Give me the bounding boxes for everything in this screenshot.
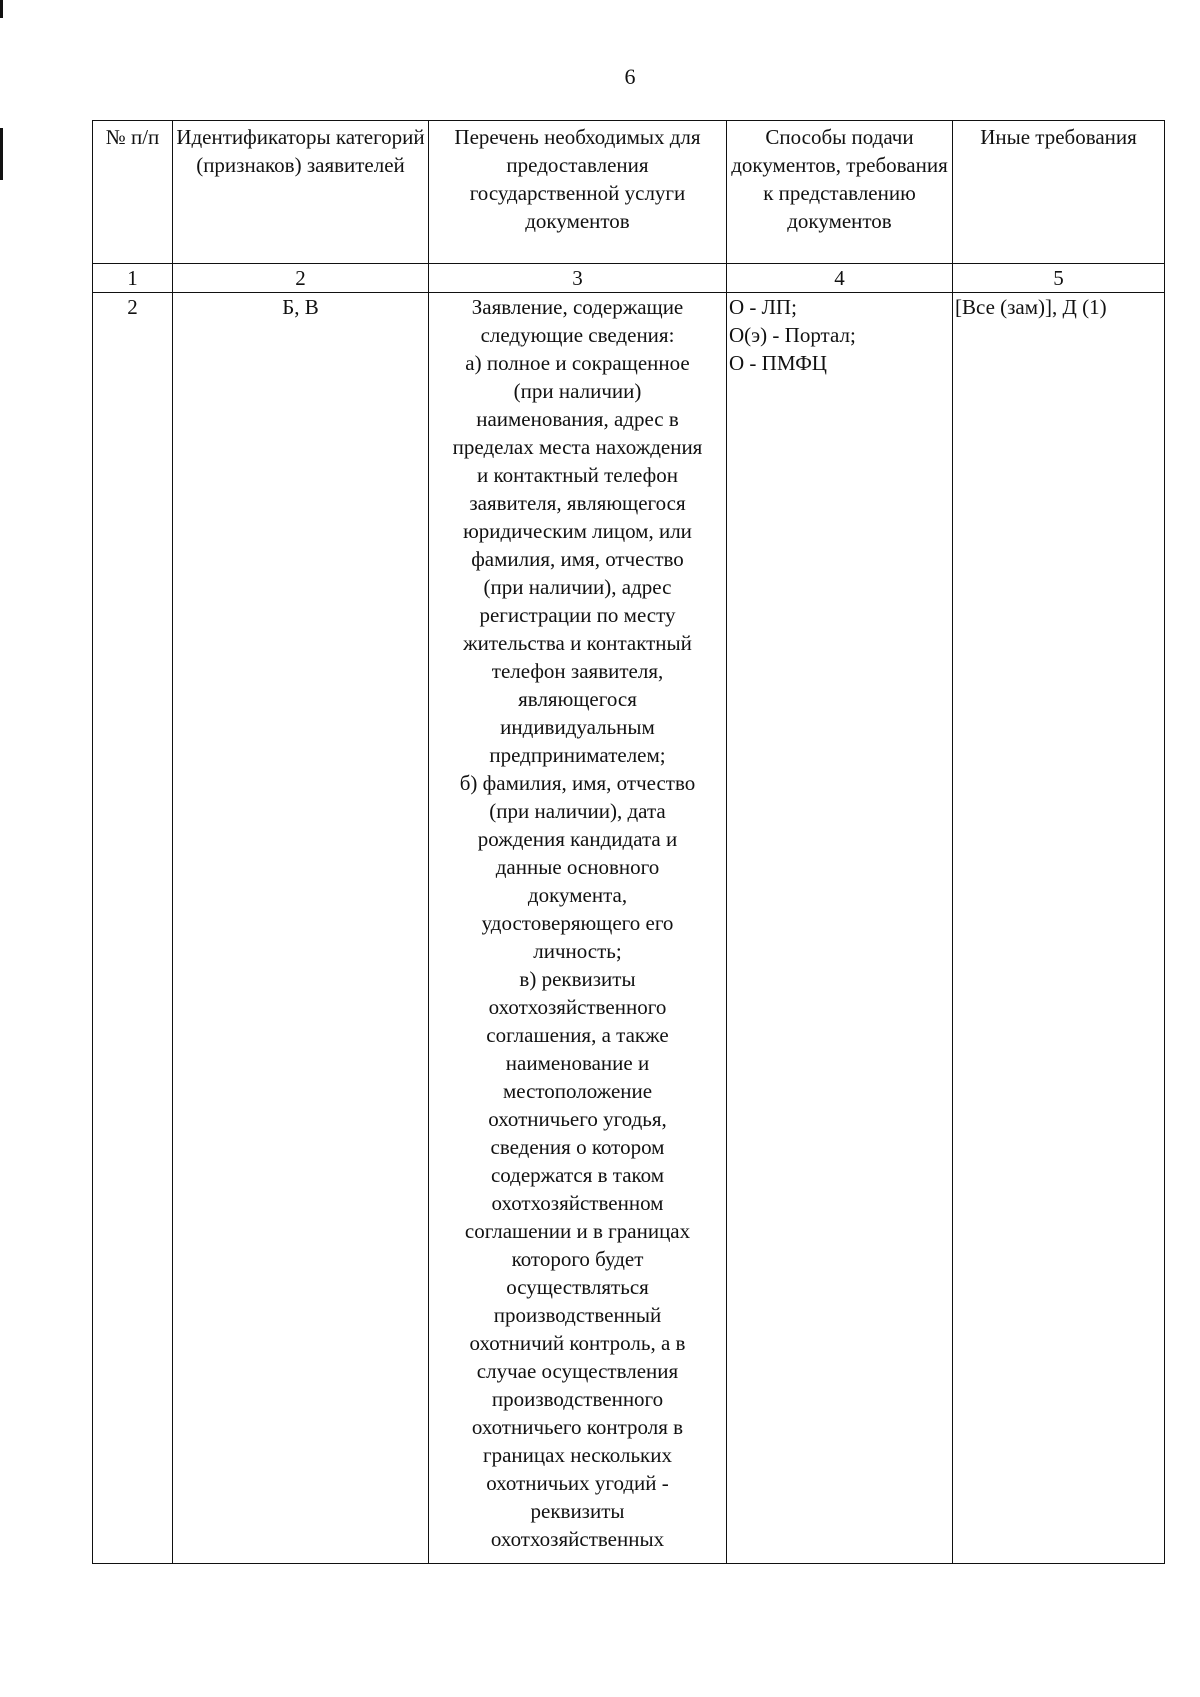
document-text-line: охотхозяйственном — [491, 1191, 664, 1215]
column-number: 1 — [93, 264, 173, 293]
document-text-line: производственного — [491, 1387, 664, 1411]
document-text-line: охотничьих угодий - — [486, 1471, 669, 1495]
document-text-line: соглашения, а также — [486, 1023, 669, 1047]
column-number: 4 — [727, 264, 953, 293]
document-text-line: регистрации по месту — [479, 603, 676, 627]
scan-edge-mark-top — [0, 0, 3, 18]
document-text-line: случае осуществления — [476, 1359, 679, 1383]
document-text-line: (при наличии), адрес — [483, 575, 672, 599]
row-number: 2 — [93, 293, 173, 1564]
document-text-line: которого будет — [511, 1247, 644, 1271]
document-text-line: охотхозяйственного — [488, 995, 667, 1019]
applicant-identifiers: Б, В — [173, 293, 429, 1564]
document-text-line: местоположение — [502, 1079, 653, 1103]
document-text-line: данные основного — [495, 855, 660, 879]
other-requirements: [Все (зам)], Д (1) — [953, 293, 1165, 1564]
document-text-line: следующие сведения: — [480, 323, 675, 347]
scan-edge-mark-middle — [0, 128, 3, 180]
document-text-line: реквизиты — [530, 1499, 625, 1523]
table-row — [93, 293, 1165, 1564]
document-text-line: охотничий контроль, а в — [469, 1331, 686, 1355]
document-text-line: юридическим лицом, или — [463, 519, 692, 543]
document-text-line: границах нескольких — [483, 1443, 672, 1467]
submission-method: О - ЛП; — [729, 295, 797, 319]
header-applicant-identifiers: Идентификаторы категорий (признаков) заявителей — [173, 121, 429, 264]
document-text-line: индивидуальным — [500, 715, 655, 739]
document-text-line: телефон заявителя, — [491, 659, 664, 683]
submission-methods — [727, 293, 953, 1564]
document-text-line: пределах места нахождения — [452, 435, 703, 459]
document-text-line: удостоверяющего его — [481, 911, 674, 935]
document-text-line: а) полное и сокращенное — [465, 351, 690, 375]
document-text-line: фамилия, имя, отчество — [471, 547, 684, 571]
submission-method: О(э) - Портал; — [729, 323, 856, 347]
document-text-line: осуществляться — [506, 1275, 649, 1299]
column-number: 5 — [953, 264, 1165, 293]
document-text-line: б) фамилия, имя, отчество — [459, 771, 696, 795]
document-text-line: наименования, адрес в — [476, 407, 679, 431]
table-header-row — [93, 121, 1165, 264]
document-text-line: Заявление, содержащие — [471, 295, 684, 319]
document-text-line: личность; — [533, 939, 622, 963]
document-text-line: содержатся в таком — [490, 1163, 665, 1187]
document-text-line: соглашении и в границах — [464, 1219, 691, 1243]
document-text-line: охотничьего контроля в — [471, 1415, 684, 1439]
header-submission-methods: Способы подачи документов, требования к представлению документов — [727, 121, 953, 264]
document-text-line: предпринимателем; — [489, 743, 666, 767]
column-number: 2 — [173, 264, 429, 293]
document-text-line: (при наличии) — [513, 379, 642, 403]
document-text-line: охотничьего угодья, — [488, 1107, 667, 1131]
submission-method: О - ПМФЦ — [729, 351, 827, 375]
document-text-line: в) реквизиты — [519, 967, 636, 991]
document-text-line: охотхозяйственных — [490, 1527, 665, 1551]
document-text-line: и контактный телефон — [477, 463, 678, 487]
column-number-row — [93, 264, 1165, 293]
document-text-line: жительства и контактный — [463, 631, 692, 655]
page-number: 6 — [624, 64, 636, 89]
document-text-line: рождения кандидата и — [477, 827, 678, 851]
document-text-line: (при наличии), дата — [489, 799, 666, 823]
document-text-line: производственный — [493, 1303, 662, 1327]
header-other-requirements: Иные требования — [953, 121, 1165, 264]
document-text-line: заявителя, являющегося — [469, 491, 686, 515]
header-required-documents: Перечень необходимых для предоставления государственной услуги документов — [429, 121, 727, 264]
column-number: 3 — [429, 264, 727, 293]
document-text-line: документа, — [527, 883, 628, 907]
header-number: № п/п — [93, 121, 173, 264]
document-text-line: сведения о котором — [490, 1135, 665, 1159]
requirements-table — [92, 120, 1165, 1564]
document-text-line: являющегося — [518, 687, 637, 711]
required-documents — [429, 293, 727, 1564]
document-text-line: наименование и — [505, 1051, 650, 1075]
